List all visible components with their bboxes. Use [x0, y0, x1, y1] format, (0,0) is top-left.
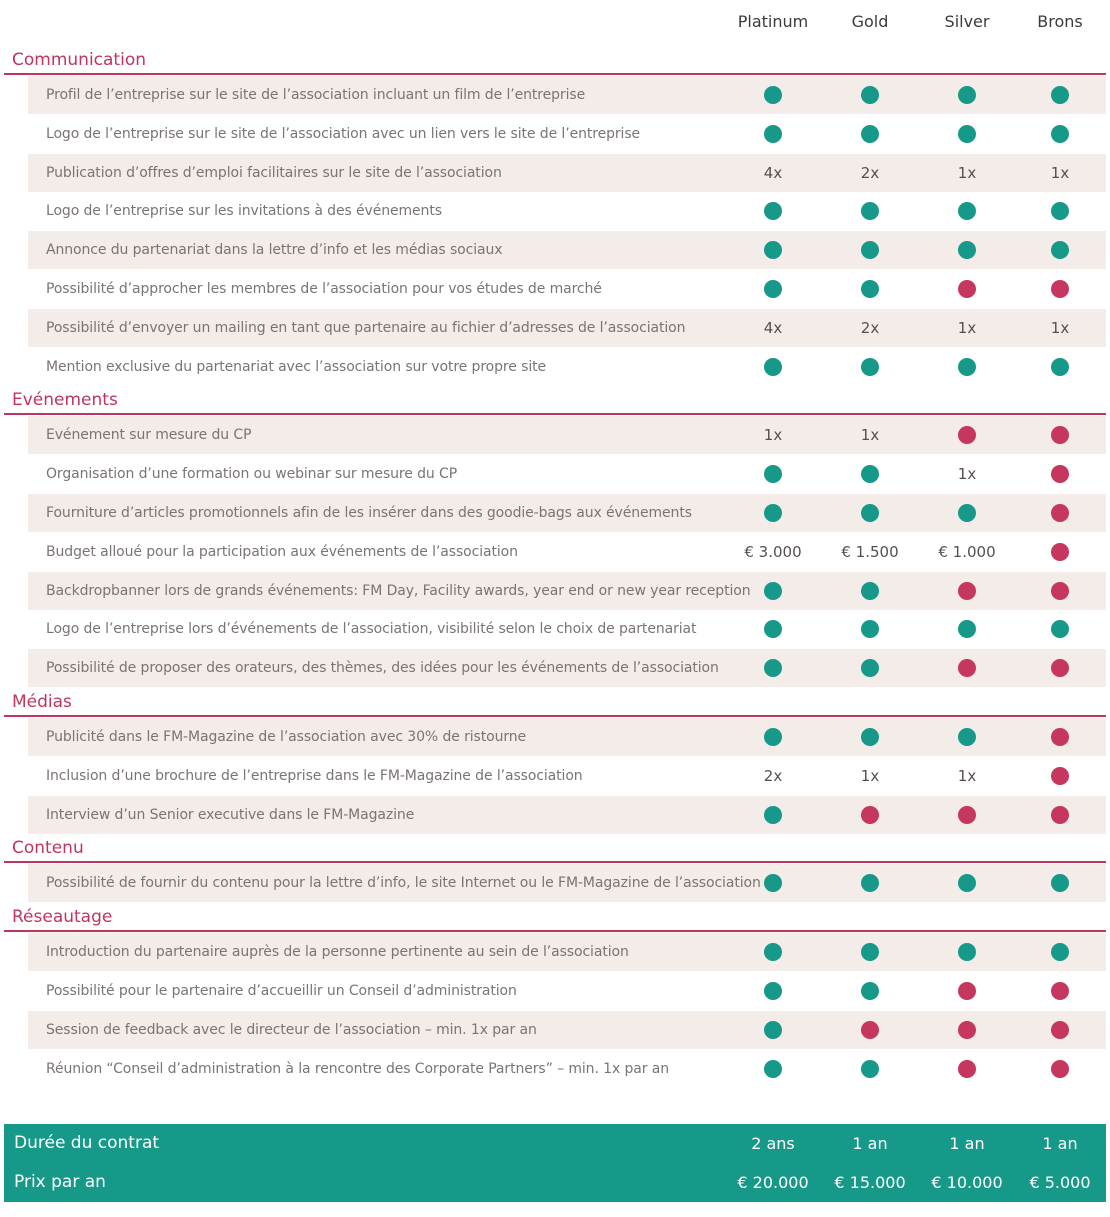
cell-gold: [820, 864, 920, 902]
table-row: [28, 864, 1106, 902]
cell-brons: [1010, 76, 1110, 114]
table-row: [28, 231, 1106, 269]
cell-platinum: [723, 270, 823, 308]
cell-gold: [820, 231, 920, 269]
cell-silver: [917, 76, 1017, 114]
cell-brons: [1010, 610, 1110, 648]
cell-gold: [820, 757, 920, 795]
footer-cell-brons: € 5.000: [1029, 1173, 1091, 1192]
cell-value: 1x: [957, 766, 977, 785]
included-dot-icon: [861, 943, 879, 961]
included-dot-icon: [861, 358, 879, 376]
table-row: [28, 1011, 1106, 1049]
excluded-dot-icon: [958, 806, 976, 824]
feature-label: Annonce du partenariat dans la lettre d’info et les médias sociaux: [46, 242, 503, 259]
included-dot-icon: [861, 280, 879, 298]
feature-label: Budget alloué pour la participation aux événements de l’association: [46, 543, 518, 560]
table-row: [28, 718, 1106, 756]
cell-value: 2x: [860, 318, 880, 337]
included-dot-icon: [764, 465, 782, 483]
cell-brons: [1010, 533, 1110, 571]
included-dot-icon: [861, 982, 879, 1000]
cell-silver: [917, 572, 1017, 610]
cell-silver: [917, 864, 1017, 902]
excluded-dot-icon: [1051, 582, 1069, 600]
cell-value: 1x: [1050, 163, 1070, 182]
cell-value: 1x: [957, 163, 977, 182]
included-dot-icon: [861, 86, 879, 104]
included-dot-icon: [764, 86, 782, 104]
cell-silver: [917, 154, 1017, 192]
footer-label: Prix par an: [14, 1172, 106, 1192]
excluded-dot-icon: [1051, 982, 1069, 1000]
cell-brons: [1010, 933, 1110, 971]
feature-label: Mention exclusive du partenariat avec l’association sur votre propre site: [46, 358, 547, 375]
column-header-silver: Silver: [944, 12, 990, 31]
feature-label: Réunion “Conseil d’administration à la rencontre des Corporate Partners” – min. 1x par an: [46, 1060, 670, 1077]
included-dot-icon: [1051, 874, 1069, 892]
cell-silver: [917, 270, 1017, 308]
cell-platinum: [723, 416, 823, 454]
section-divider: [4, 930, 1106, 932]
cell-gold: [820, 796, 920, 834]
footer-cell-platinum: 2 ans: [751, 1134, 795, 1153]
cell-platinum: [723, 115, 823, 153]
excluded-dot-icon: [958, 1021, 976, 1039]
cell-silver: [917, 1050, 1017, 1088]
column-header-gold: Gold: [851, 12, 889, 31]
feature-label: Logo de l’entreprise lors d’événements de l’association, visibilité selon le choix de partenariat: [46, 621, 697, 638]
cell-platinum: [723, 649, 823, 687]
included-dot-icon: [764, 280, 782, 298]
cell-silver: [917, 718, 1017, 756]
cell-value: 4x: [763, 318, 783, 337]
cell-brons: [1010, 192, 1110, 230]
feature-label: Session de feedback avec le directeur de l’association – min. 1x par an: [46, 1021, 537, 1038]
cell-platinum: [723, 718, 823, 756]
included-dot-icon: [764, 504, 782, 522]
cell-value: 1x: [860, 766, 880, 785]
table-row: [28, 1050, 1106, 1088]
excluded-dot-icon: [958, 280, 976, 298]
table-row: [28, 610, 1106, 648]
cell-platinum: [723, 192, 823, 230]
cell-value: 1x: [957, 318, 977, 337]
cell-brons: [1010, 455, 1110, 493]
included-dot-icon: [764, 659, 782, 677]
included-dot-icon: [861, 202, 879, 220]
cell-value: € 3.000: [744, 542, 802, 561]
cell-value: € 1.000: [938, 542, 996, 561]
table-row: [28, 933, 1106, 971]
included-dot-icon: [764, 241, 782, 259]
cell-gold: [820, 1011, 920, 1049]
cell-platinum: [723, 1011, 823, 1049]
included-dot-icon: [764, 125, 782, 143]
feature-label: Possibilité d’approcher les membres de l’association pour vos études de marché: [46, 281, 602, 297]
cell-gold: [820, 115, 920, 153]
cell-gold: [820, 309, 920, 347]
cell-platinum: [723, 494, 823, 532]
cell-platinum: [723, 309, 823, 347]
cell-value: 2x: [763, 766, 783, 785]
cell-platinum: [723, 533, 823, 571]
included-dot-icon: [1051, 620, 1069, 638]
included-dot-icon: [958, 620, 976, 638]
excluded-dot-icon: [1051, 1060, 1069, 1078]
section-title: Evénements: [12, 390, 118, 411]
included-dot-icon: [861, 1060, 879, 1078]
included-dot-icon: [764, 728, 782, 746]
cell-brons: [1010, 864, 1110, 902]
excluded-dot-icon: [1051, 659, 1069, 677]
price-per-year-row: [4, 1163, 1106, 1202]
table-row: [28, 649, 1106, 687]
cell-silver: [917, 416, 1017, 454]
included-dot-icon: [764, 1060, 782, 1078]
cell-silver: [917, 796, 1017, 834]
excluded-dot-icon: [1051, 280, 1069, 298]
feature-label: Possibilité pour le partenaire d’accueillir un Conseil d’administration: [46, 983, 517, 999]
table-row: [28, 309, 1106, 347]
cell-brons: [1010, 270, 1110, 308]
cell-brons: [1010, 649, 1110, 687]
cell-brons: [1010, 1050, 1110, 1088]
included-dot-icon: [861, 620, 879, 638]
cell-gold: [820, 154, 920, 192]
column-header-platinum: Platinum: [737, 12, 809, 31]
table-row: [28, 115, 1106, 153]
feature-label: Interview d’un Senior executive dans le FM-Magazine: [46, 806, 415, 823]
footer-cell-gold: € 15.000: [834, 1173, 906, 1192]
excluded-dot-icon: [861, 806, 879, 824]
cell-gold: [820, 610, 920, 648]
cell-brons: [1010, 796, 1110, 834]
included-dot-icon: [1051, 943, 1069, 961]
included-dot-icon: [1051, 358, 1069, 376]
included-dot-icon: [861, 874, 879, 892]
feature-label: Logo de l’entreprise sur les invitations à des événements: [46, 203, 442, 220]
table-row: [28, 455, 1106, 493]
included-dot-icon: [1051, 241, 1069, 259]
included-dot-icon: [764, 358, 782, 376]
cell-gold: [820, 270, 920, 308]
footer-cell-silver: 1 an: [949, 1134, 985, 1153]
included-dot-icon: [958, 125, 976, 143]
cell-gold: [820, 1050, 920, 1088]
excluded-dot-icon: [1051, 728, 1069, 746]
cell-silver: [917, 649, 1017, 687]
excluded-dot-icon: [861, 1021, 879, 1039]
cell-brons: [1010, 718, 1110, 756]
section-divider: [4, 715, 1106, 717]
section-divider: [4, 73, 1106, 75]
excluded-dot-icon: [1051, 767, 1069, 785]
cell-gold: [820, 494, 920, 532]
cell-platinum: [723, 231, 823, 269]
cell-silver: [917, 348, 1017, 386]
excluded-dot-icon: [1051, 1021, 1069, 1039]
cell-brons: [1010, 572, 1110, 610]
cell-gold: [820, 572, 920, 610]
section-title: Réseautage: [12, 907, 113, 928]
included-dot-icon: [861, 659, 879, 677]
feature-label: Publication d’offres d’emploi facilitaires sur le site de l’association: [46, 164, 502, 181]
cell-brons: [1010, 494, 1110, 532]
cell-brons: [1010, 348, 1110, 386]
table-row: [28, 154, 1106, 192]
cell-platinum: [723, 972, 823, 1010]
footer-cell-silver: € 10.000: [931, 1173, 1003, 1192]
contract-duration-row: [4, 1124, 1106, 1163]
section-title: Communication: [12, 50, 146, 70]
cell-brons: [1010, 972, 1110, 1010]
included-dot-icon: [958, 943, 976, 961]
section-title: Contenu: [12, 838, 84, 859]
cell-platinum: [723, 76, 823, 114]
cell-value: 1x: [763, 426, 783, 445]
cell-silver: [917, 494, 1017, 532]
included-dot-icon: [958, 504, 976, 522]
table-row: [28, 572, 1106, 610]
excluded-dot-icon: [1051, 806, 1069, 824]
cell-gold: [820, 972, 920, 1010]
cell-brons: [1010, 416, 1110, 454]
table-row: [28, 796, 1106, 834]
included-dot-icon: [764, 202, 782, 220]
included-dot-icon: [958, 728, 976, 746]
excluded-dot-icon: [958, 582, 976, 600]
footer-cell-brons: 1 an: [1042, 1134, 1078, 1153]
excluded-dot-icon: [958, 659, 976, 677]
included-dot-icon: [764, 982, 782, 1000]
included-dot-icon: [1051, 86, 1069, 104]
cell-platinum: [723, 1050, 823, 1088]
table-row: [28, 192, 1106, 230]
included-dot-icon: [1051, 202, 1069, 220]
cell-platinum: [723, 796, 823, 834]
feature-label: Fourniture d’articles promotionnels afin de les insérer dans des goodie-bags aux événements: [46, 505, 692, 521]
feature-label: Possibilité de proposer des orateurs, des thèmes, des idées pour les événements de l’association: [46, 660, 719, 677]
column-header-brons: Brons: [1037, 12, 1083, 31]
included-dot-icon: [1051, 125, 1069, 143]
included-dot-icon: [958, 874, 976, 892]
cell-silver: [917, 455, 1017, 493]
cell-gold: [820, 533, 920, 571]
pricing-footer: [4, 1124, 1106, 1202]
table-row: [28, 416, 1106, 454]
excluded-dot-icon: [1051, 504, 1069, 522]
feature-label: Possibilité de fournir du contenu pour la lettre d’info, le site Internet ou le FM-Magazine de l’association: [46, 875, 761, 892]
cell-brons: [1010, 154, 1110, 192]
included-dot-icon: [764, 943, 782, 961]
feature-label: Inclusion d’une brochure de l’entreprise dans le FM-Magazine de l’association: [46, 767, 583, 784]
feature-label: Profil de l’entreprise sur le site de l’association incluant un film de l’entreprise: [46, 87, 586, 103]
cell-silver: [917, 610, 1017, 648]
cell-gold: [820, 649, 920, 687]
cell-gold: [820, 718, 920, 756]
excluded-dot-icon: [958, 1060, 976, 1078]
table-row: [28, 348, 1106, 386]
cell-platinum: [723, 757, 823, 795]
table-row: [28, 533, 1106, 571]
cell-platinum: [723, 610, 823, 648]
cell-brons: [1010, 1011, 1110, 1049]
excluded-dot-icon: [1051, 543, 1069, 561]
cell-platinum: [723, 154, 823, 192]
cell-gold: [820, 933, 920, 971]
cell-silver: [917, 309, 1017, 347]
included-dot-icon: [958, 241, 976, 259]
cell-silver: [917, 1011, 1017, 1049]
table-row: [28, 757, 1106, 795]
cell-brons: [1010, 115, 1110, 153]
feature-label: Publicité dans le FM-Magazine de l’association avec 30% de ristourne: [46, 729, 527, 745]
cell-gold: [820, 416, 920, 454]
cell-brons: [1010, 309, 1110, 347]
table-row: [28, 270, 1106, 308]
cell-value: 1x: [860, 426, 880, 445]
table-row: [28, 76, 1106, 114]
cell-platinum: [723, 864, 823, 902]
section-divider: [4, 413, 1106, 415]
excluded-dot-icon: [958, 982, 976, 1000]
included-dot-icon: [764, 620, 782, 638]
included-dot-icon: [861, 582, 879, 600]
excluded-dot-icon: [1051, 426, 1069, 444]
feature-label: Organisation d’une formation ou webinar sur mesure du CP: [46, 466, 458, 483]
included-dot-icon: [764, 874, 782, 892]
cell-silver: [917, 231, 1017, 269]
included-dot-icon: [764, 806, 782, 824]
cell-gold: [820, 76, 920, 114]
cell-silver: [917, 533, 1017, 571]
table-row: [28, 494, 1106, 532]
included-dot-icon: [861, 504, 879, 522]
feature-label: Logo de l’entreprise sur le site de l’association avec un lien vers le site de l’entreprise: [46, 125, 641, 142]
excluded-dot-icon: [1051, 465, 1069, 483]
cell-silver: [917, 757, 1017, 795]
section-divider: [4, 861, 1106, 863]
cell-value: € 1.500: [841, 542, 899, 561]
section-title: Médias: [12, 692, 72, 712]
included-dot-icon: [958, 358, 976, 376]
cell-silver: [917, 933, 1017, 971]
feature-label: Evénement sur mesure du CP: [46, 427, 252, 444]
included-dot-icon: [861, 125, 879, 143]
cell-brons: [1010, 757, 1110, 795]
included-dot-icon: [958, 86, 976, 104]
cell-platinum: [723, 572, 823, 610]
cell-brons: [1010, 231, 1110, 269]
cell-value: 1x: [957, 465, 977, 484]
cell-gold: [820, 192, 920, 230]
cell-gold: [820, 348, 920, 386]
cell-platinum: [723, 933, 823, 971]
included-dot-icon: [861, 465, 879, 483]
cell-value: 4x: [763, 163, 783, 182]
feature-label: Possibilité d’envoyer un mailing en tant que partenaire au fichier d’adresses de l’association: [46, 319, 686, 336]
footer-cell-gold: 1 an: [852, 1134, 888, 1153]
table-row: [28, 972, 1106, 1010]
cell-platinum: [723, 348, 823, 386]
footer-label: Durée du contrat: [14, 1133, 160, 1153]
cell-silver: [917, 115, 1017, 153]
included-dot-icon: [958, 202, 976, 220]
included-dot-icon: [764, 1021, 782, 1039]
included-dot-icon: [861, 728, 879, 746]
included-dot-icon: [764, 582, 782, 600]
cell-silver: [917, 192, 1017, 230]
footer-cell-platinum: € 20.000: [737, 1173, 809, 1192]
cell-silver: [917, 972, 1017, 1010]
included-dot-icon: [861, 241, 879, 259]
feature-label: Backdropbanner lors de grands événements: FM Day, Facility awards, year end or new year reception: [46, 582, 751, 599]
cell-gold: [820, 455, 920, 493]
cell-value: 2x: [860, 163, 880, 182]
excluded-dot-icon: [958, 426, 976, 444]
feature-label: Introduction du partenaire auprès de la personne pertinente au sein de l’association: [46, 944, 629, 961]
cell-value: 1x: [1050, 318, 1070, 337]
cell-platinum: [723, 455, 823, 493]
